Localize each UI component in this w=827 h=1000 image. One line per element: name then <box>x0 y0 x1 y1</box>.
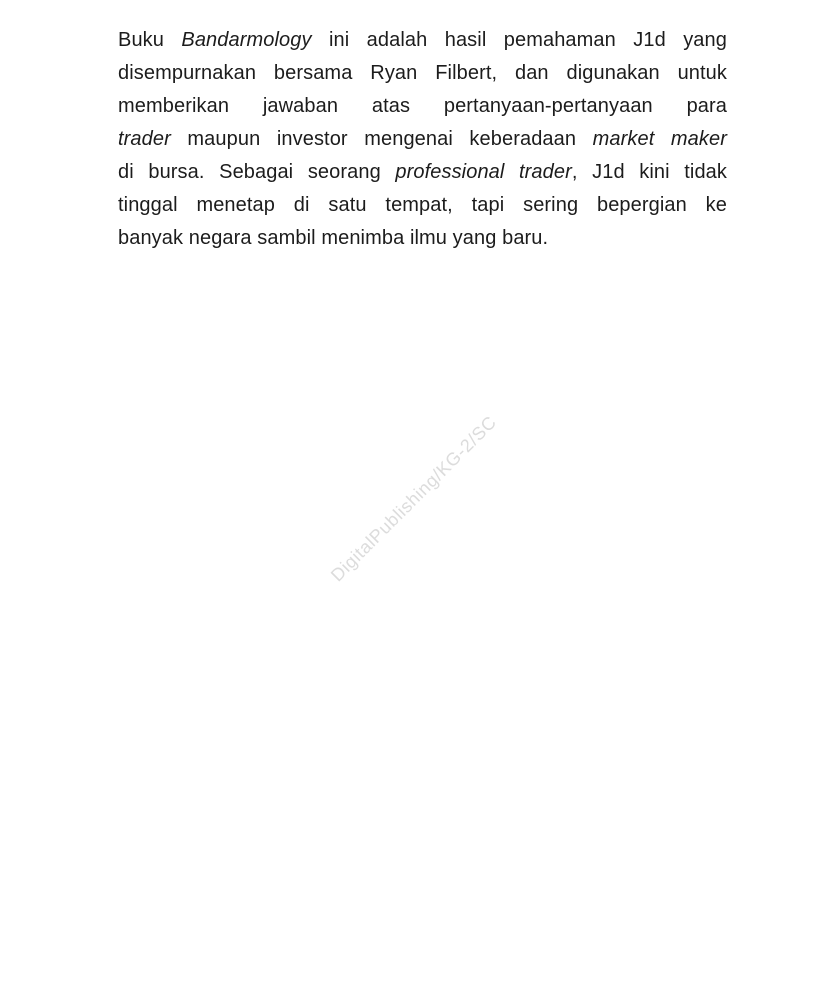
paragraph-line <box>118 156 727 189</box>
text-segment: memberikan jawaban atas pertanyaan-pertanyaan para <box>118 95 727 117</box>
text-segment: ini adalah hasil pemahaman J1d yang <box>311 29 727 51</box>
paragraph-line <box>118 57 727 90</box>
text-segment: maupun investor mengenai keberadaan <box>170 128 593 150</box>
italic-text-segment: Bandarmology <box>181 29 312 51</box>
italic-text-segment: professional trader <box>395 161 572 183</box>
body-paragraph <box>118 24 727 255</box>
paragraph-line <box>118 24 727 57</box>
watermark-text: DigitalPublishing/KG-2/SC <box>326 411 501 586</box>
paragraph-line <box>118 123 727 156</box>
text-segment: Buku <box>118 29 182 51</box>
paragraph-line <box>118 222 727 255</box>
text-segment: , J1d kini tidak <box>571 161 727 183</box>
text-segment: di bursa. Sebagai seorang <box>118 161 396 183</box>
text-segment: tinggal menetap di satu tempat, tapi sering bepergian ke <box>118 194 727 216</box>
paragraph-line <box>118 189 727 222</box>
italic-text-segment: market maker <box>592 128 727 150</box>
text-segment: disempurnakan bersama Ryan Filbert, dan digunakan untuk <box>118 62 727 84</box>
text-segment: banyak negara sambil menimba ilmu yang baru. <box>118 227 549 249</box>
italic-text-segment: trader <box>118 128 171 150</box>
paragraph-line <box>118 90 727 123</box>
